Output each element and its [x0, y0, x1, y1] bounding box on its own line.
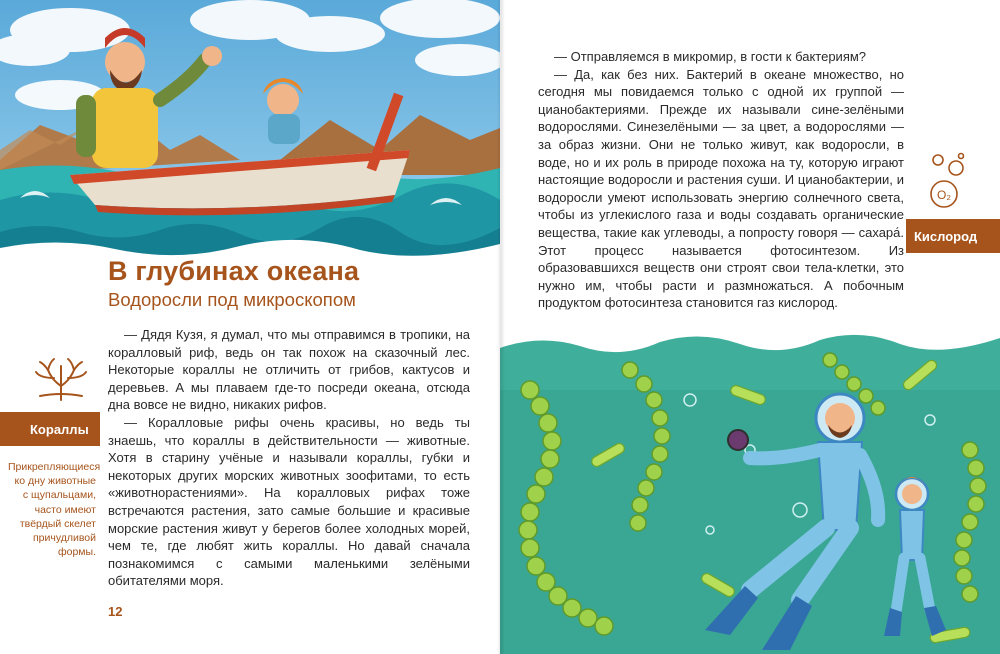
page-number: 12: [108, 604, 123, 619]
right-page: [500, 0, 1000, 654]
microworld-illustration: [500, 330, 1000, 654]
oxygen-symbol: O₂: [937, 188, 951, 202]
right-body-text: [538, 48, 904, 312]
boat-illustration: [0, 0, 500, 262]
chapter-title: В глубинах океана: [108, 256, 360, 286]
sidebar-tab-corals: Кораллы: [0, 412, 100, 446]
oxygen-bubbles-icon: [930, 152, 966, 214]
paragraph: — Дядя Кузя, я думал, что мы отправимся в тропики, на коралловый риф, ведь он так похож на сказочный лес. Некоторые кораллы не отличить от грибов, кактусов и деревьев. А мы плаваем где-то посреди океана, отсюда дна вовсе не видно, никаких рифов.: [108, 327, 470, 413]
left-body-text: [108, 326, 470, 590]
book-gutter: [497, 0, 505, 654]
paragraph: — Да, как без них. Бактерий в океане множество, но сегодня мы повидаемся только с одной их группой — цианобактериями. Прежде их называли сине-зелёными водорослями. Синезелёными — за цвет, а водорослями — за образ жизни. Они не только живут, как водоросли, в воде, но и их роль в природе похожа на ту, которую играют настоящие водоросли и растения суши. И цианобактерии, и водоросли умеют использовать энергию солнечного света, чтобы из углекислого газа и воды создавать органические вещества, такие как углеводы, а попросту говоря — сахара́. Этот процесс называется фотосинтезом. Из образовавшихся веществ они строят свои тела-клетки, это нужно им, чтобы расти и размножаться. А побочным продуктом фотосинтеза становится газ кислород.: [538, 66, 904, 311]
sidebar-note-corals: Прикрепляющиеся ко дну животные с щупальцами, часто имеют твёрдый скелет причудливой формы.: [8, 461, 101, 559]
chapter-subtitle: Водоросли под микроскопом: [108, 289, 356, 310]
paragraph: — Отправляемся в микромир, в гости к бактериям?: [554, 49, 867, 64]
coral-icon: [32, 356, 90, 402]
paragraph: — Коралловые рифы очень красивы, но ведь ты знаешь, что кораллы в действительности — животные. Хотя в старину учёные и называли кораллы, губки и некоторых других морских животных зоофитами, то есть «животнорастениями». На коралловых рифах тоже встречаются растения, зато самые большие и красивые морские растения живут у берегов более холодных морей, чем те, где любят жить кораллы. Но давай сначала познакомимся с самыми маленькими зелёными обитателями моря.: [108, 414, 470, 589]
sidebar-tab-oxygen: Кислород: [906, 219, 1000, 253]
